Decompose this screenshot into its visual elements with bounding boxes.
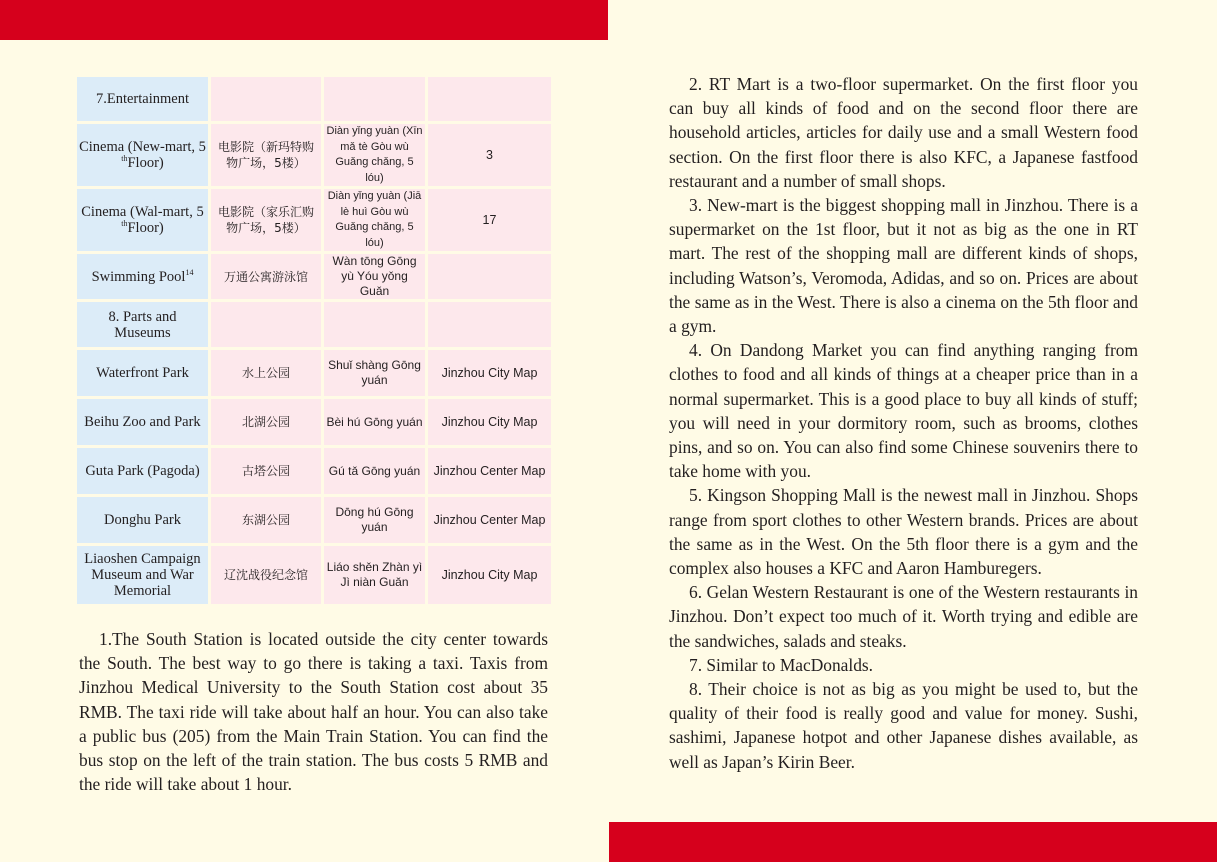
bottom-red-bar: [609, 822, 1217, 862]
table-row: [77, 497, 551, 543]
place-name: Donghu Park: [77, 497, 208, 543]
chinese-name: 万通公寓游泳馆: [211, 254, 321, 299]
map-reference: Jinzhou City Map: [428, 350, 551, 396]
map-reference: [428, 254, 551, 299]
table-row: [77, 399, 551, 445]
place-name: Beihu Zoo and Park: [77, 399, 208, 445]
table-row: [77, 124, 551, 186]
place-name: Swimming Pool$^{14}$: [77, 254, 208, 299]
map-reference: Jinzhou Center Map: [428, 497, 551, 543]
chinese-name: 辽沈战役纪念馆: [211, 546, 321, 604]
table-row: [77, 189, 551, 251]
chinese-name: 东湖公园: [211, 497, 321, 543]
map-reference: Jinzhou Center Map: [428, 448, 551, 494]
table-row: [77, 77, 551, 121]
chinese-name: 水上公园: [211, 350, 321, 396]
place-name: Cinema (Wal-mart, 5thFloor): [77, 189, 208, 251]
pinyin: Bèi hú Gōng yuán: [324, 399, 425, 445]
section-heading-parks: 8. Parts and Museums: [77, 302, 208, 347]
place-name: Liaoshen Campaign Museum and War Memorial: [77, 546, 208, 604]
section-heading-entertainment: 7.Entertainment: [77, 77, 208, 121]
table-row: [77, 448, 551, 494]
pinyin: Shuǐ shàng Gōng yuán: [324, 350, 425, 396]
footnote-2: 2. RT Mart is a two-floor supermarket. On the first floor you can buy all kinds of food and on the second floor there are household articles, articles for daily use and a small Western food section. On the first floor there is also KFC, a Japanese fastfood restaurant and a number of small shops.: [669, 74, 1138, 191]
table-row: [77, 254, 551, 299]
pinyin: Dōng hú Gōng yuán: [324, 497, 425, 543]
footnote-7: 7. Similar to MacDonalds.: [689, 654, 874, 675]
place-name: Guta Park (Pagoda): [77, 448, 208, 494]
table-row: [77, 350, 551, 396]
footnote-3: 3. New-mart is the biggest shopping mall in Jinzhou. There is a supermarket on the 1st floor, but it not as big as the one in RT mart. The rest of the shopping mall are different kinds of shops, including Watson’s, Veromoda, Adidas, and so on. Prices are about the same as in the West. There is also a cinema on the 5th floor and a gym.: [669, 195, 1138, 337]
chinese-name: 电影院（新玛特购物广场，5楼）: [211, 124, 321, 186]
pinyin: Wàn tōng Gōng yù Yóu yǒng Guǎn: [324, 254, 425, 299]
chinese-name: 电影院（家乐汇购物广场，5楼）: [211, 189, 321, 251]
footnote-6: 6. Gelan Western Restaurant is one of the Western restaurants in Jinzhou. Don’t expect too much of it. Worth trying and edible are the sandwiches, salads and steaks.: [669, 582, 1138, 651]
pinyin: Diàn yǐng yuàn (Jiā lè huì Gòu wù Guǎng chǎng, 5 lóu): [324, 189, 425, 251]
pinyin: Diàn yǐng yuàn (Xīn mǎ tè Gòu wù Guǎng chǎng, 5 lóu): [324, 124, 425, 186]
right-column-notes: [669, 72, 1138, 774]
footnote-4: 4. On Dandong Market you can find anything ranging from clothes to food and all kinds of things at a cheaper price than in a normal supermarket. This is a good place to buy all kinds of stuff; you will need in your dormitory room, such as brooms, clothes pins, and so on. You can also find some Chinese souvenirs there to take home with you.: [669, 340, 1138, 482]
footnote-5: 5. Kingson Shopping Mall is the newest mall in Jinzhou. Shops range from sport clothes to other Western brands. Prices are about the same as in the West. On the 5th floor there is a gym and the complex also houses a KFC and Aaron Hamburegers.: [669, 485, 1138, 579]
map-reference: 3: [428, 124, 551, 186]
chinese-name: 北湖公园: [211, 399, 321, 445]
places-table: [74, 74, 554, 607]
pinyin: Gú tǎ Gōng yuán: [324, 448, 425, 494]
top-red-bar: [0, 0, 608, 40]
footnote-1: 1.The South Station is located outside the city center towards the South. The best way to go there is taking a taxi. Taxis from Jinzhou Medical University to the South Station cost about 35 RMB. The taxi ride will take about half an hour. You can also take a public bus (205) from the Main Train Station. You can find the bus stop on the left of the train station. The bus costs 5 RMB and the ride will take about 1 hour.: [79, 629, 548, 795]
footnote-8: 8. Their choice is not as big as you might be used to, but the quality of their food is really good and value for money. Sushi, sashimi, Japanese hotpot and other Japanese dishes available, as well as Japan’s Kirin Beer.: [669, 679, 1138, 772]
chinese-name: 古塔公园: [211, 448, 321, 494]
place-name: Waterfront Park: [77, 350, 208, 396]
pinyin: Liáo shěn Zhàn yì Jì niàn Guǎn: [324, 546, 425, 604]
place-name: Cinema (New-mart, 5thFloor): [77, 124, 208, 186]
map-reference: Jinzhou City Map: [428, 399, 551, 445]
table-row: [77, 302, 551, 347]
map-reference: Jinzhou City Map: [428, 546, 551, 604]
map-reference: 17: [428, 189, 551, 251]
table-row: [77, 546, 551, 604]
